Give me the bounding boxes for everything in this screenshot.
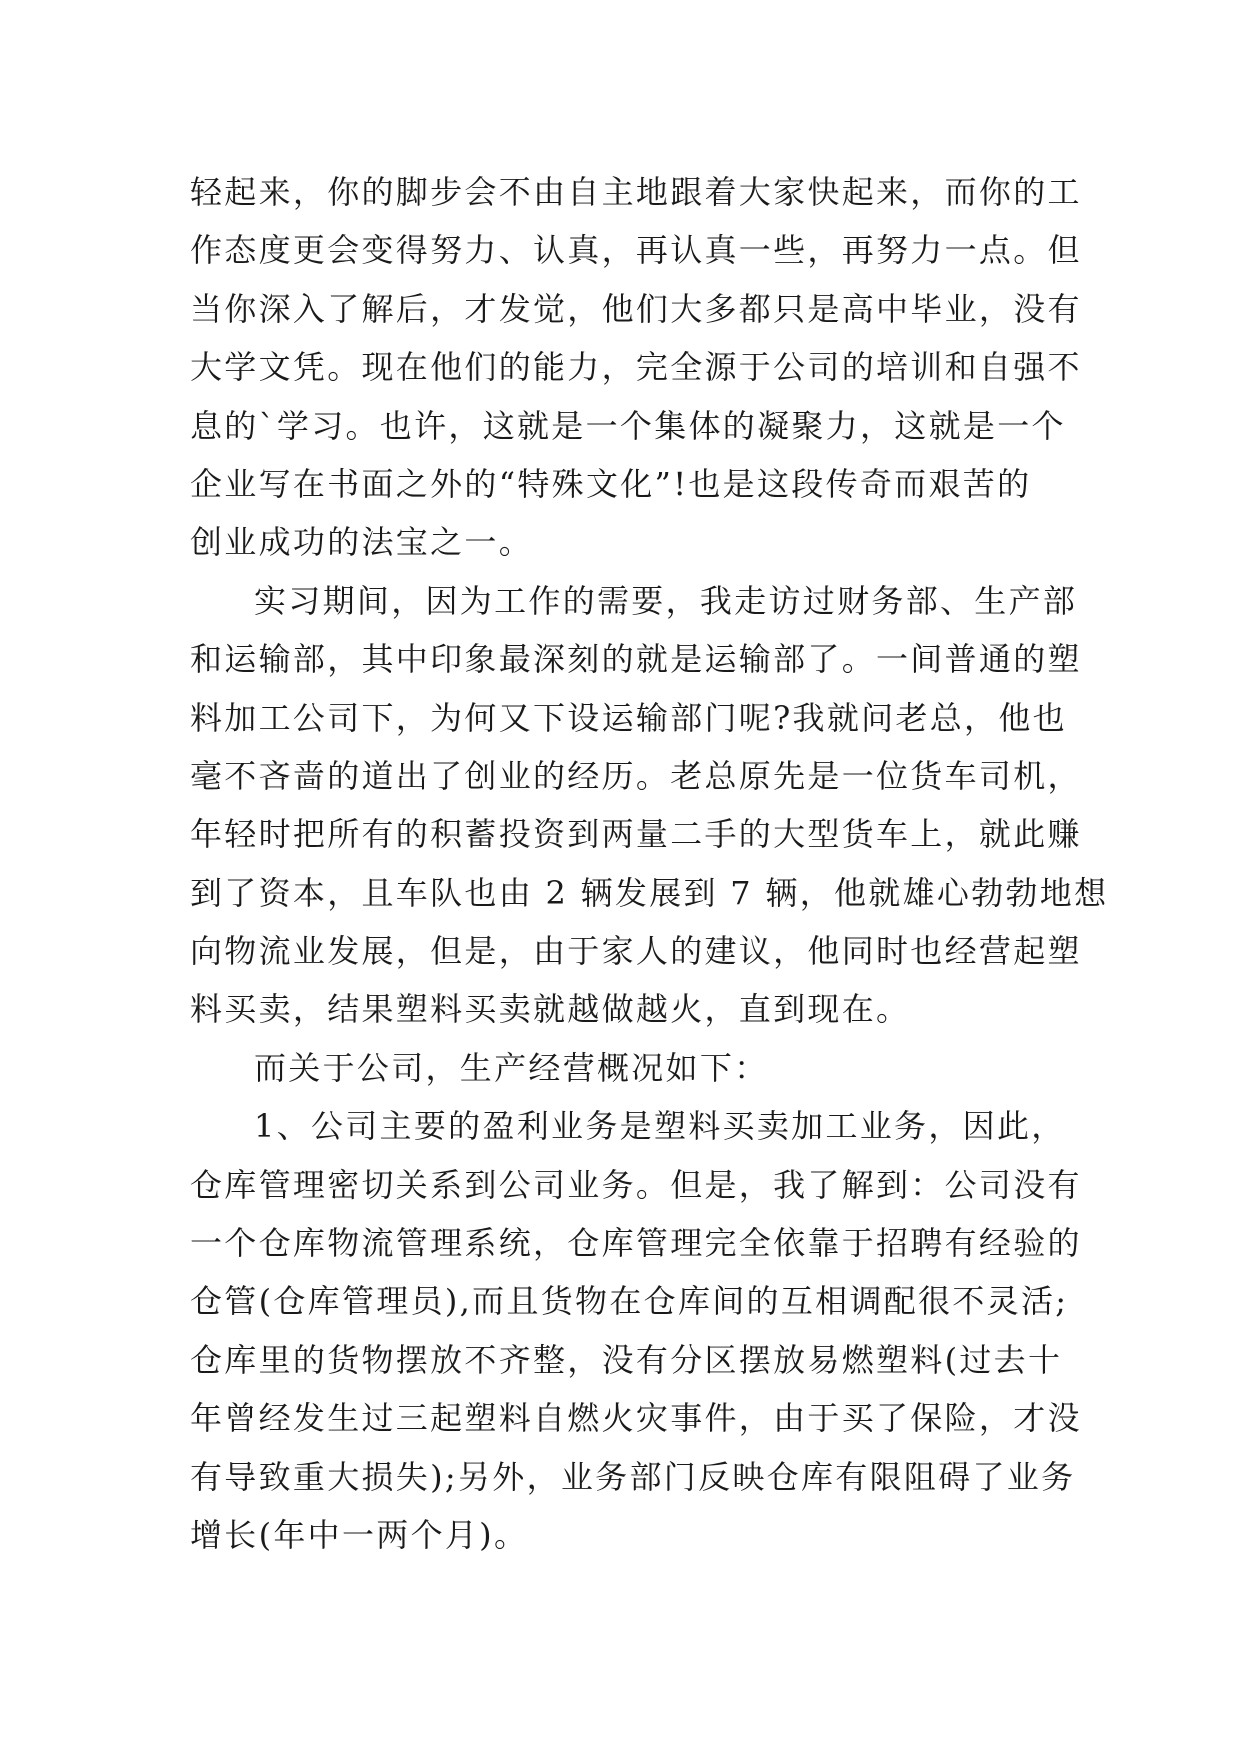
- text-line: 仓库里的货物摆放不齐整，没有分区摆放易燃塑料(过去十: [190, 1340, 1063, 1379]
- text-line: 创业成功的法宝之一。: [190, 523, 534, 562]
- text-line: 料买卖，结果塑料买卖就越做越火，直到现在。: [190, 990, 911, 1029]
- text-line: 到了资本，且车队也由 2 辆发展到 7 辆，他就雄心勃勃地想: [190, 873, 1109, 912]
- text-line: 毫不吝啬的道出了创业的经历。老总原先是一位货车司机，: [190, 756, 1082, 795]
- text-line: 大学文凭。现在他们的能力，完全源于公司的培训和自强不: [190, 348, 1082, 387]
- text-line: 和运输部，其中印象最深刻的就是运输部了。一间普通的塑: [190, 640, 1082, 679]
- text-line: 作态度更会变得努力、认真，再认真一些，再努力一点。但: [190, 231, 1082, 270]
- text-line: 轻起来，你的脚步会不由自主地跟着大家快起来，而你的工: [190, 173, 1082, 211]
- text-line: 年轻时把所有的积蓄投资到两量二手的大型货车上，就此赚: [190, 815, 1082, 854]
- text-line: 年曾经发生过三起塑料自燃火灾事件，由于买了保险，才没: [190, 1399, 1082, 1438]
- document-body: [190, 163, 1109, 1564]
- text-line: 仓库管理密切关系到公司业务。但是，我了解到：公司没有: [190, 1165, 1082, 1204]
- text-line: 仓管(仓库管理员),而且货物在仓库间的互相调配很不灵活;: [190, 1282, 1069, 1321]
- text-line: 企业写在书面之外的“特殊文化”!也是这段传奇而艰苦的: [190, 464, 1032, 503]
- text-line: 1、公司主要的盈利业务是塑料买卖加工业务，因此，: [254, 1107, 1066, 1146]
- text-line: 料加工公司下，为何又下设运输部门呢?我就问老总，他也: [190, 698, 1067, 737]
- text-line: 当你深入了解后，才发觉，他们大多都只是高中毕业，没有: [190, 289, 1082, 328]
- text-line: 一个仓库物流管理系统，仓库管理完全依靠于招聘有经验的: [190, 1224, 1082, 1263]
- text-line: 向物流业发展，但是，由于家人的建议，他同时也经营起塑: [190, 932, 1082, 971]
- text-line: 实习期间，因为工作的需要，我走访过财务部、生产部: [254, 581, 1078, 620]
- text-line: 而关于公司，生产经营概况如下：: [254, 1048, 769, 1087]
- text-line: 息的`学习。也许，这就是一个集体的凝聚力，这就是一个: [190, 406, 1066, 445]
- text-line: 有导致重大损失);另外，业务部门反映仓库有限阻碍了业务: [190, 1457, 1076, 1496]
- text-line: 增长(年中一两个月)。: [190, 1515, 529, 1554]
